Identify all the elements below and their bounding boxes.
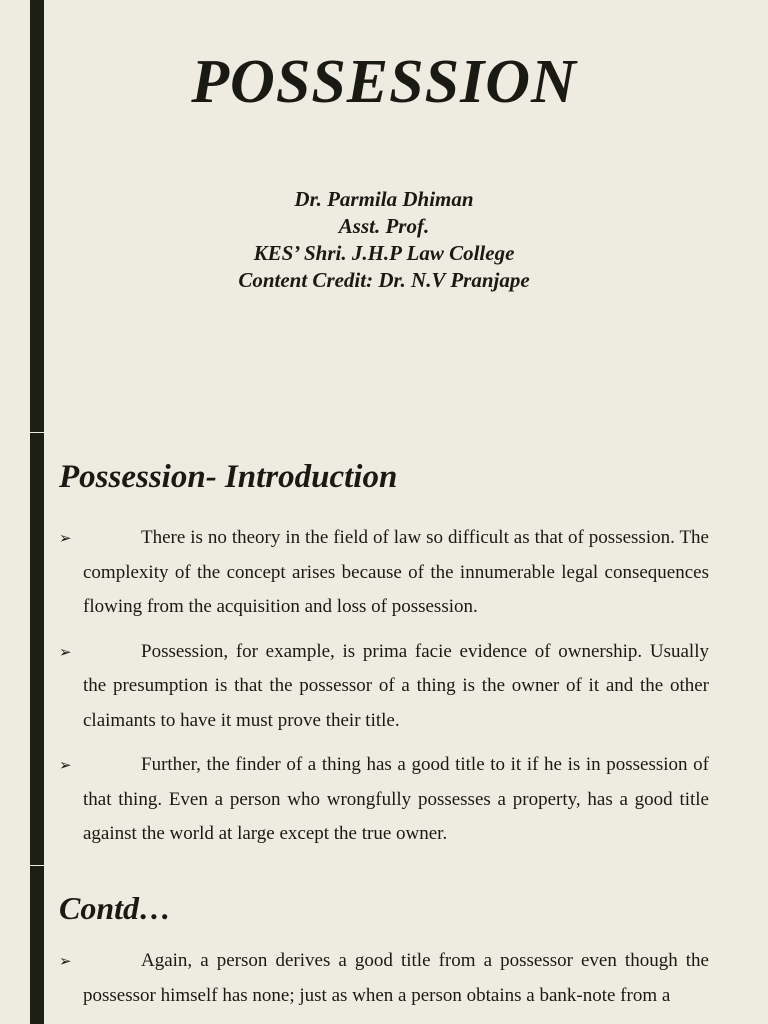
list-item bbox=[59, 635, 709, 739]
slide-heading: Contd… bbox=[59, 890, 172, 926]
bullet-text: Further, the finder of a thing has a good title to it if he is in possession of that thing. Even a person who wrongfully possesses a property, has a good title against the world at large except the true owner. bbox=[83, 754, 709, 844]
slide-title: POSSESSION bbox=[191, 48, 577, 116]
slide-heading: Possession- Introduction bbox=[59, 459, 398, 495]
list-item bbox=[59, 521, 709, 625]
slide-accent-bar bbox=[30, 866, 44, 1024]
author-designation: Asst. Prof. bbox=[338, 214, 430, 238]
author-institution: KES’ Shri. J.H.P Law College bbox=[253, 241, 515, 265]
arrowhead-bullet-icon: ➢ bbox=[59, 642, 72, 661]
author-name: Dr. Parmila Dhiman bbox=[294, 187, 474, 211]
bullet-text: There is no theory in the field of law so difficult as that of possession. The complexity of the concept arises because of the innumerable legal consequences flowing from the acquisition and loss of possession. bbox=[83, 527, 709, 617]
list-item bbox=[59, 748, 709, 852]
arrowhead-bullet-icon: ➢ bbox=[59, 756, 72, 774]
title-slide bbox=[0, 0, 768, 432]
content-credit: Content Credit: Dr. N.V Pranjape bbox=[238, 268, 530, 292]
bullet-text: Possession, for example, is prima facie evidence of ownership. Usually the presumption is that the possessor of a thing is the owner of it and the other claimants to have it must prove their title. bbox=[83, 640, 709, 731]
author-block bbox=[0, 186, 768, 294]
list-item bbox=[59, 944, 709, 1013]
introduction-slide bbox=[0, 433, 768, 865]
bullet-list bbox=[59, 521, 709, 862]
bullet-list bbox=[59, 944, 709, 1023]
arrowhead-bullet-icon: ➢ bbox=[59, 952, 72, 970]
contd-slide bbox=[0, 866, 768, 1024]
slide-accent-bar bbox=[30, 433, 44, 865]
arrowhead-bullet-icon: ➢ bbox=[59, 529, 72, 547]
bullet-text: Again, a person derives a good title from a possessor even though the possessor himself has none; just as when a person obtains a bank-note from a bbox=[83, 950, 709, 1006]
